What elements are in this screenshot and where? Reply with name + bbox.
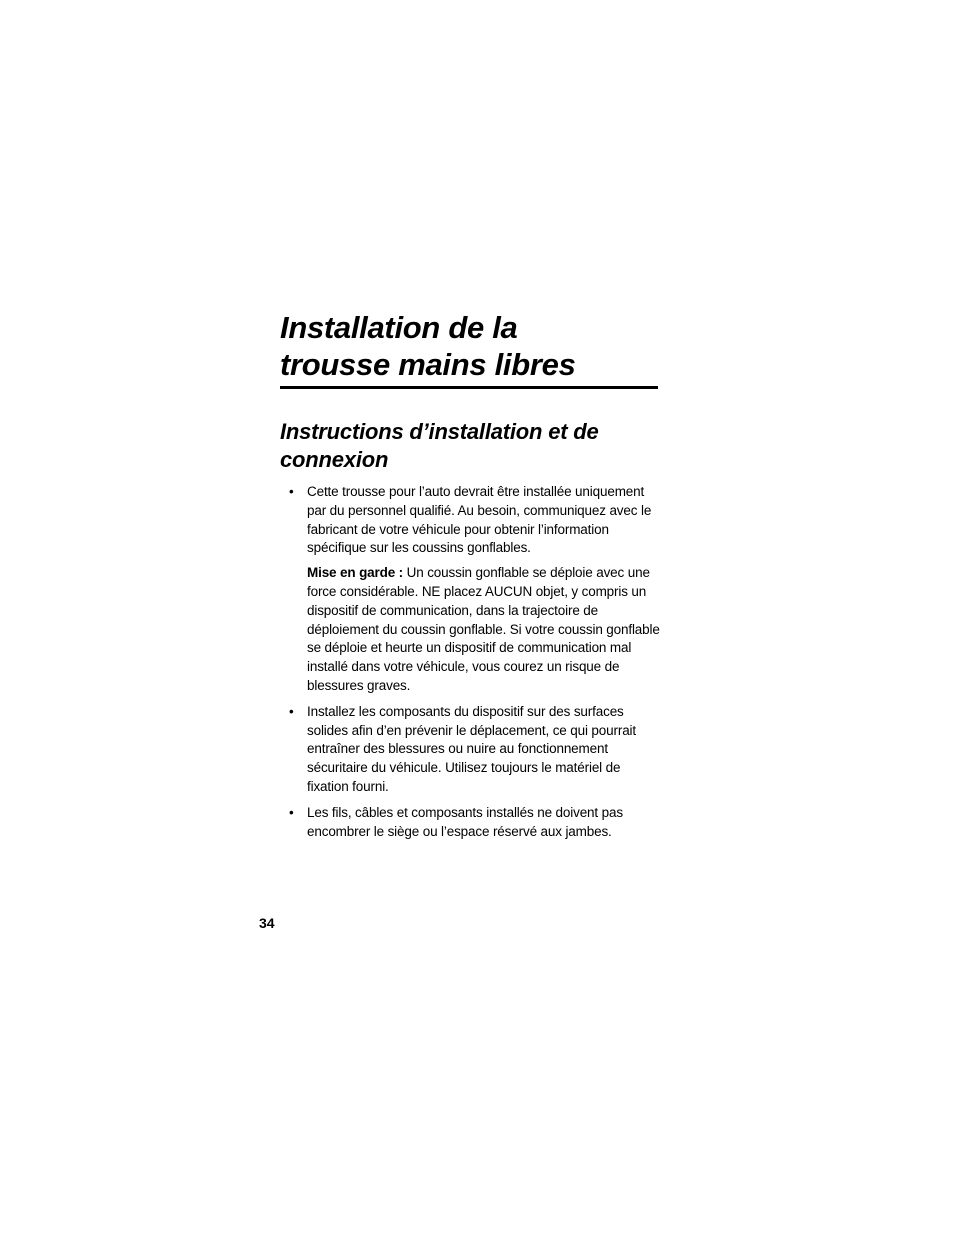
list-item-text: Cette trousse pour l’auto devrait être installée uniquement par du personnel qualifié. Au besoin, communiquez avec le fabricant de votre véhicule pour obtenir l’information spécifique sur les coussins gonflables. (307, 484, 652, 556)
section-heading-line-1: Instructions d’installation et de (280, 419, 599, 444)
bullet-icon: • (289, 804, 294, 820)
section-heading-line-2: connexion (280, 447, 389, 472)
page-number: 34 (259, 915, 275, 931)
airbag-warning (307, 564, 661, 696)
page-title (280, 309, 658, 383)
warning-label: Mise en garde : (307, 565, 404, 581)
list-item-text: Les fils, câbles et composants installés ne doivent pas encombrer le siège ou l’espace réservé aux jambes. (307, 804, 623, 839)
installation-instructions-list (289, 483, 661, 848)
list-item (289, 483, 661, 696)
page-title-line-2: trousse mains libres (280, 347, 576, 382)
bullet-icon: • (289, 484, 294, 499)
section-heading (280, 418, 660, 474)
list-item (289, 804, 661, 842)
warning-text: Un coussin gonflable se déploie avec une force considérable. NE placez AUCUN objet, y compris un dispositif de communication, dans la trajectoire de déploiement du coussin gonflable. Si votre coussin gonflable se déploie et heurte un dispositif de communication mal installé dans votre véhicule, vous courez un risque de blessures graves. (307, 565, 660, 693)
page-title-line-1: Installation de la (280, 310, 518, 345)
list-item-text: Installez les composants du dispositif sur des surfaces solides afin d’en prévenir le déplacement, ce qui pourrait entraîner des blessures ou nuire au fonctionnement sécuritaire du véhicule. Utilisez toujours le matériel de fixation fourni. (307, 703, 636, 794)
title-divider (280, 386, 658, 389)
bullet-icon: • (289, 703, 294, 719)
list-item (289, 703, 661, 797)
